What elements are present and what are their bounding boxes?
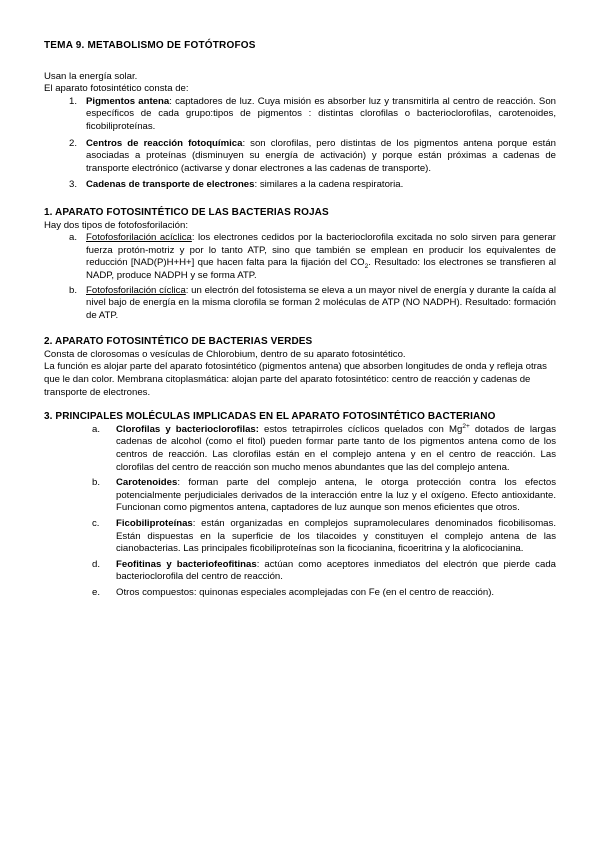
list-text: Otros compuestos: quinonas especiales acomplejadas con Fe (en el centro de reacción). <box>116 586 495 598</box>
list-term: Clorofilas y bacterioclorofilas: <box>116 423 259 435</box>
list-text: : los electrones cedidos por la bacterioclorofila excitada no solo sirven para generar fuerza protón-motriz y por lo tanto ATP, sino que también se emplean en producir los equivalentes de reducción [NAD(P)H+H+] que hacen falta para la fijación del CO <box>86 232 556 269</box>
list-marker: b. <box>92 477 101 489</box>
list-term: Fotofosforilación cíclica <box>86 284 186 296</box>
list-marker: d. <box>92 558 101 570</box>
subscript: 2 <box>364 263 369 271</box>
paragraph: La función es alojar parte del aparato fotosintético (pigmentos antena) que absorben longitudes de onda y refleja otras que le dan color. Membrana citoplasmática: alojan parte del aparato fotosintético: centro de reacción y cadenas de transporte de electrones. <box>44 361 547 398</box>
list-item <box>44 477 556 515</box>
list-item <box>44 285 556 323</box>
list-marker: e. <box>92 586 101 598</box>
paragraph: Consta de clorosomas o vesículas de Chlorobium, dentro de su aparato fotosintético. <box>44 348 406 360</box>
section-heading: 1. APARATO FOTOSINTÉTICO DE LAS BACTERIAS ROJAS <box>44 206 329 218</box>
list-term: Pigmentos antena <box>86 95 170 107</box>
list-marker: c. <box>92 518 100 529</box>
list-item <box>44 587 556 600</box>
list-term: Cadenas de transporte de electrones <box>86 179 255 191</box>
list-marker: a. <box>69 232 78 244</box>
list-term: Ficobiliproteínas <box>116 518 193 529</box>
list-text: : captadores de luz. Cuya misión es absorber luz y transmitirla al centro de reacción. Son específicos de cada grupo:tipos de pigmentos : distintas clorofilas o bacterioclorofilas, carotenoides, ficobiliproteínas. <box>86 95 556 132</box>
list-text: : actúan como aceptores inmediatos del electrón que pierde cada bacterioclorofila del centro de reacción. <box>116 558 556 583</box>
list-term: Carotenoides <box>116 477 178 489</box>
list-item <box>44 424 556 474</box>
list-text: : un electrón del fotosistema se eleva a un mayor nivel de energía y durante la caída al nivel bajo de energía en la misma clorofila se forman 2 moléculas de ATP (NO NADPH). Resultado: formación de ATP. <box>86 284 556 321</box>
list-text: estos tetrapirroles cíclicos quelados con Mg <box>258 423 463 435</box>
document-page <box>44 40 556 603</box>
list-item <box>44 179 556 192</box>
list-item <box>44 518 556 556</box>
list-text: dotados de largas cadenas de alcohol (como el fitol) pueden formar parte tanto de los pigmentos antena como de los centros de reacción. Las clorofilas están en el complejo antena y en el centro de reacción. Las clorofilas del centro de reacción son mucho menos abundantes que las del complejo antena. <box>116 423 556 473</box>
list-marker: a. <box>92 423 101 435</box>
list-text: : son clorofilas, pero distintas de los pigmentos antena porque están asociadas a proteínas (disminuyen su energía de activación) y porque están próximas a cadenas de transporte electrónico (activarse y donar electrones a las cadenas de transporte). <box>86 137 556 174</box>
list-term: Fotofosforilación acíclica <box>86 232 192 244</box>
molecules-list <box>44 424 556 600</box>
list-marker: 2. <box>69 137 78 149</box>
list-item <box>44 232 556 282</box>
section-intro: Hay dos tipos de fotofosforilación: <box>44 219 188 231</box>
list-term: Centros de reacción fotoquímica <box>86 137 243 149</box>
list-term: Feofitinas y bacteriofeofitinas <box>116 558 257 570</box>
list-item <box>44 559 556 584</box>
list-item <box>44 138 556 176</box>
list-marker: 1. <box>69 95 78 107</box>
list-text: : están organizadas en complejos supramoleculares denominados ficobilisomas. Están dispuestas en la superficie de los tilacoides y constituyen el complejo antena de las cianobacterias. Las principales ficobiliproteínas son la ficocianina, ficoeritrina y la aloficocianina. <box>116 518 556 555</box>
page-title: TEMA 9. METABOLISMO DE FOTÓTROFOS <box>44 40 256 51</box>
intro-line: El aparato fotosintético consta de: <box>44 83 189 95</box>
list-marker: 3. <box>69 179 78 191</box>
list-text: . Resultado: los electrones se transfieren al NADP, produce NADPH y se forma ATP. <box>86 257 557 281</box>
list-text: : similares a la cadena respiratoria. <box>254 179 404 191</box>
list-text: : forman parte del complejo antena, le otorga protección contra los efectos potencialmente perjudiciales derivados de la interacción entre la luz y el oxígeno. Efecto antioxidante. Funcionan como pigmentos antena, captadores de luz aunque son menos eficientes que otros. <box>116 477 556 514</box>
section-heading: 2. APARATO FOTOSINTÉTICO DE BACTERIAS VERDES <box>44 336 313 348</box>
photophosphorylation-list <box>44 232 556 322</box>
components-list <box>44 96 556 192</box>
section-heading: 3. PRINCIPALES MOLÉCULAS IMPLICADAS EN EL APARATO FOTOSINTÉTICO BACTERIANO <box>44 411 496 423</box>
intro-line: Usan la energía solar. <box>44 70 138 82</box>
list-item <box>44 96 556 134</box>
superscript: 2+ <box>462 422 470 430</box>
list-marker: b. <box>69 284 78 296</box>
